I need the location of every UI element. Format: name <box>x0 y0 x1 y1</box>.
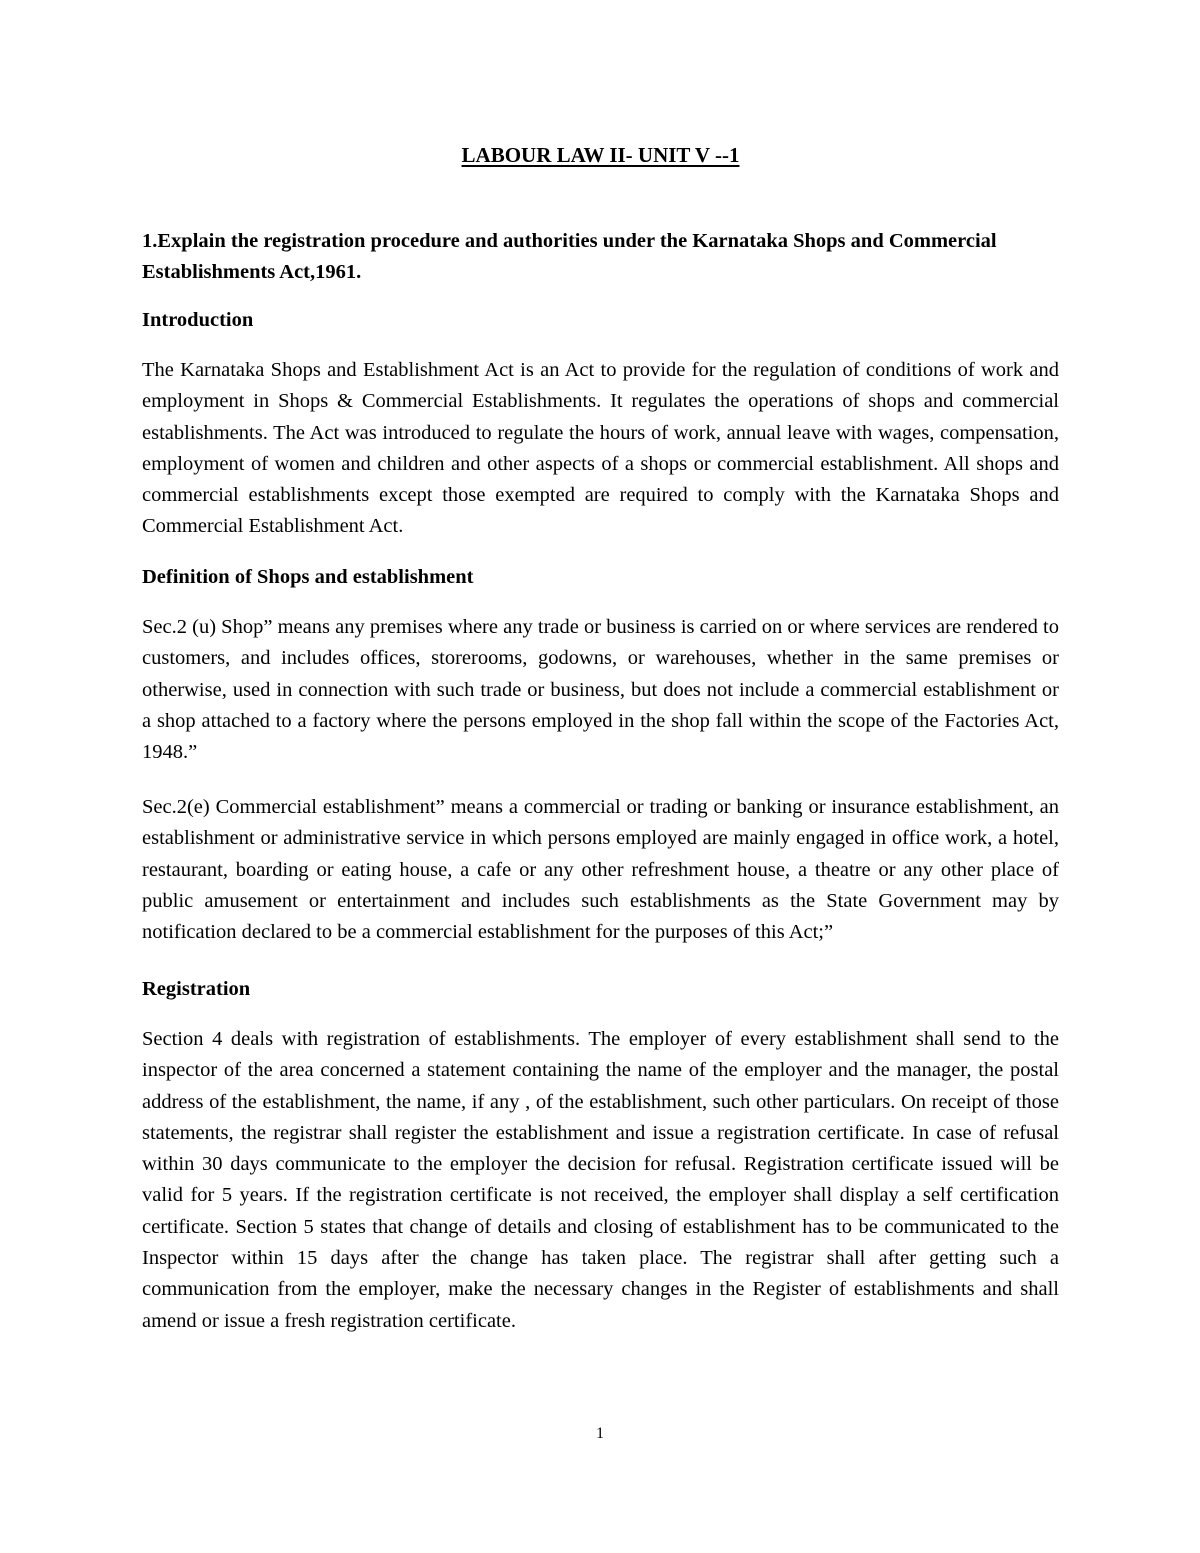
question-heading: 1.Explain the registration procedure and authorities under the Karnataka Shops and Commercial Establishments Act,1961. <box>142 230 997 283</box>
section-heading-registration: Registration <box>142 978 251 1000</box>
page-number: 1 <box>596 1425 604 1442</box>
document-title: LABOUR LAW II- UNIT V --1 <box>461 143 740 167</box>
paragraph-commercial-establishment-definition: Sec.2(e) Commercial establishment” means a commercial or trading or banking or insurance establishment, an establishment or administrative service in which persons employed are mainly engaged in office work, a hotel, restaurant, boarding or eating house, a cafe or any other refreshment house, a theatre or any other place of public amusement or entertainment and includes such establishments as the State Government may by notification declared to be a commercial establishment for the purposes of this Act;” <box>142 796 1059 944</box>
paragraph-registration: Section 4 deals with registration of establishments. The employer of every establishment shall send to the inspector of the area concerned a statement containing the name of the employer and the manager, the postal address of the establishment, the name, if any , of the establishment, such other particulars. On receipt of those statements, the registrar shall register the establishment and issue a registration certificate. In case of refusal within 30 days communicate to the employer the decision for refusal. Registration certificate issued will be valid for 5 years. If the registration certificate is not received, the employer shall display a self certification certificate. Section 5 states that change of details and closing of establishment has to be communicated to the Inspector within 15 days after the change has taken place. The registrar shall after getting such a communication from the employer, make the necessary changes in the Register of establishments and shall amend or issue a fresh registration certificate. <box>142 1028 1059 1332</box>
paragraph-introduction: The Karnataka Shops and Establishment Act is an Act to provide for the regulation of conditions of work and employment in Shops & Commercial Establishments. It regulates the operations of shops and commercial establishments. The Act was introduced to regulate the hours of work, annual leave with wages, compensation, employment of women and children and other aspects of a shops or commercial establishment. All shops and commercial establishments except those exempted are required to comply with the Karnataka Shops and Commercial Establishment Act. <box>142 359 1059 538</box>
section-heading-introduction: Introduction <box>142 309 254 331</box>
paragraph-shop-definition: Sec.2 (u) Shop” means any premises where any trade or business is carried on or where services are rendered to customers, and includes offices, storerooms, godowns, or warehouses, whether in the same premises or otherwise, used in connection with such trade or business, but does not include a commercial establishment or a shop attached to a factory where the persons employed in the shop fall within the scope of the Factories Act, 1948.” <box>142 616 1059 764</box>
section-heading-definition: Definition of Shops and establishment <box>142 566 474 588</box>
